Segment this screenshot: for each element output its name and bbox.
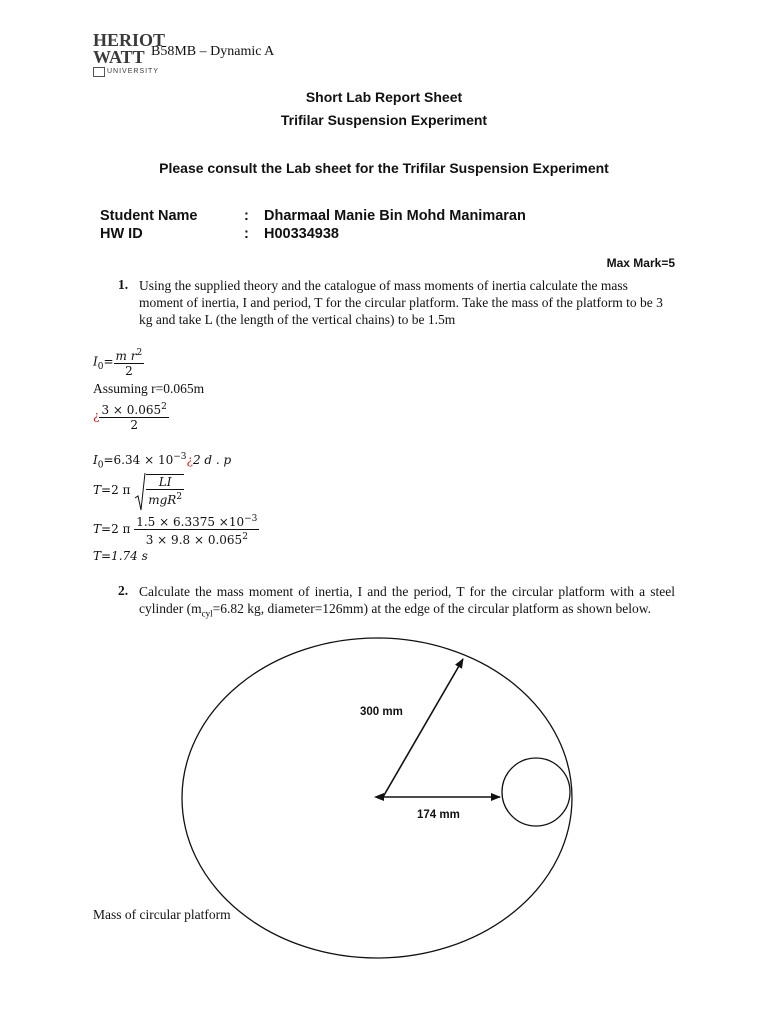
experiment-title: Trifilar Suspension Experiment [280, 112, 488, 128]
max-mark: Max Mark=5 [606, 256, 675, 270]
i0-result: $I_0=6.34$ × $10^{-3}¿2$ d . p [93, 452, 232, 471]
platform-mass-text: Mass of circular platform [93, 907, 231, 922]
hw-id-value: H00334938 [264, 226, 339, 242]
assumption-text: Assuming r=0.065m [93, 381, 205, 396]
period-result: T=1.74 s [93, 549, 148, 563]
period-substitution: T=2 π $\frac{1.5 \times 6.3375 \times 10^{-3}}{3 \times 9.8 \times 0.065^2}$ [93, 514, 258, 547]
consult-note: Please consult the Lab sheet for the Trifilar Suspension Experiment [159, 160, 609, 176]
logo-line-2: WATT [93, 47, 145, 67]
radius-arrow [383, 659, 463, 797]
report-title: Short Lab Report Sheet [305, 89, 463, 105]
substitution-formula: ¿ $\frac{3 \times 0.065^2}{2}$ [93, 402, 167, 432]
logo-line-1: HERIOT [93, 30, 166, 50]
logo-line-3: UNIVERSITY [107, 68, 160, 75]
period-formula: T=2 π $\frac{LI}{mgR^2}$ [93, 474, 184, 507]
q2-text: Calculate the mass moment of inertia, I and the period, T for the circular platform with a steel cylinder ($m_{cyl}=6.82$ kg, diameter=126mm) at the edge of the circular platform as shown below. [139, 584, 675, 619]
hw-id-label: HW ID [100, 226, 143, 242]
student-name-colon: : [244, 208, 249, 224]
q1-text: Using the supplied theory and the catalogue of mass moments of inertia calculate the mass moment of inertia, I and period, T for the circular platform. Take the mass of the platform to be 3 kg and take L (the length of the vertical chains) to be 1.5m [139, 278, 663, 327]
hw-id-colon: : [244, 226, 249, 242]
q2-number: 2. [118, 583, 129, 598]
student-name-value: Dharmaal Manie Bin Mohd Manimaran [264, 208, 526, 224]
q1-number: 1. [118, 277, 129, 292]
steel-cylinder [502, 758, 570, 826]
label-300mm: 300 mm [360, 706, 403, 718]
i0-formula: $I_0=$ $\frac{m r^2}{2}$ [93, 348, 143, 378]
student-name-label: Student Name [100, 208, 198, 224]
label-174mm: 174 mm [417, 809, 460, 821]
course-code: B58MB – Dynamic A [151, 44, 275, 59]
